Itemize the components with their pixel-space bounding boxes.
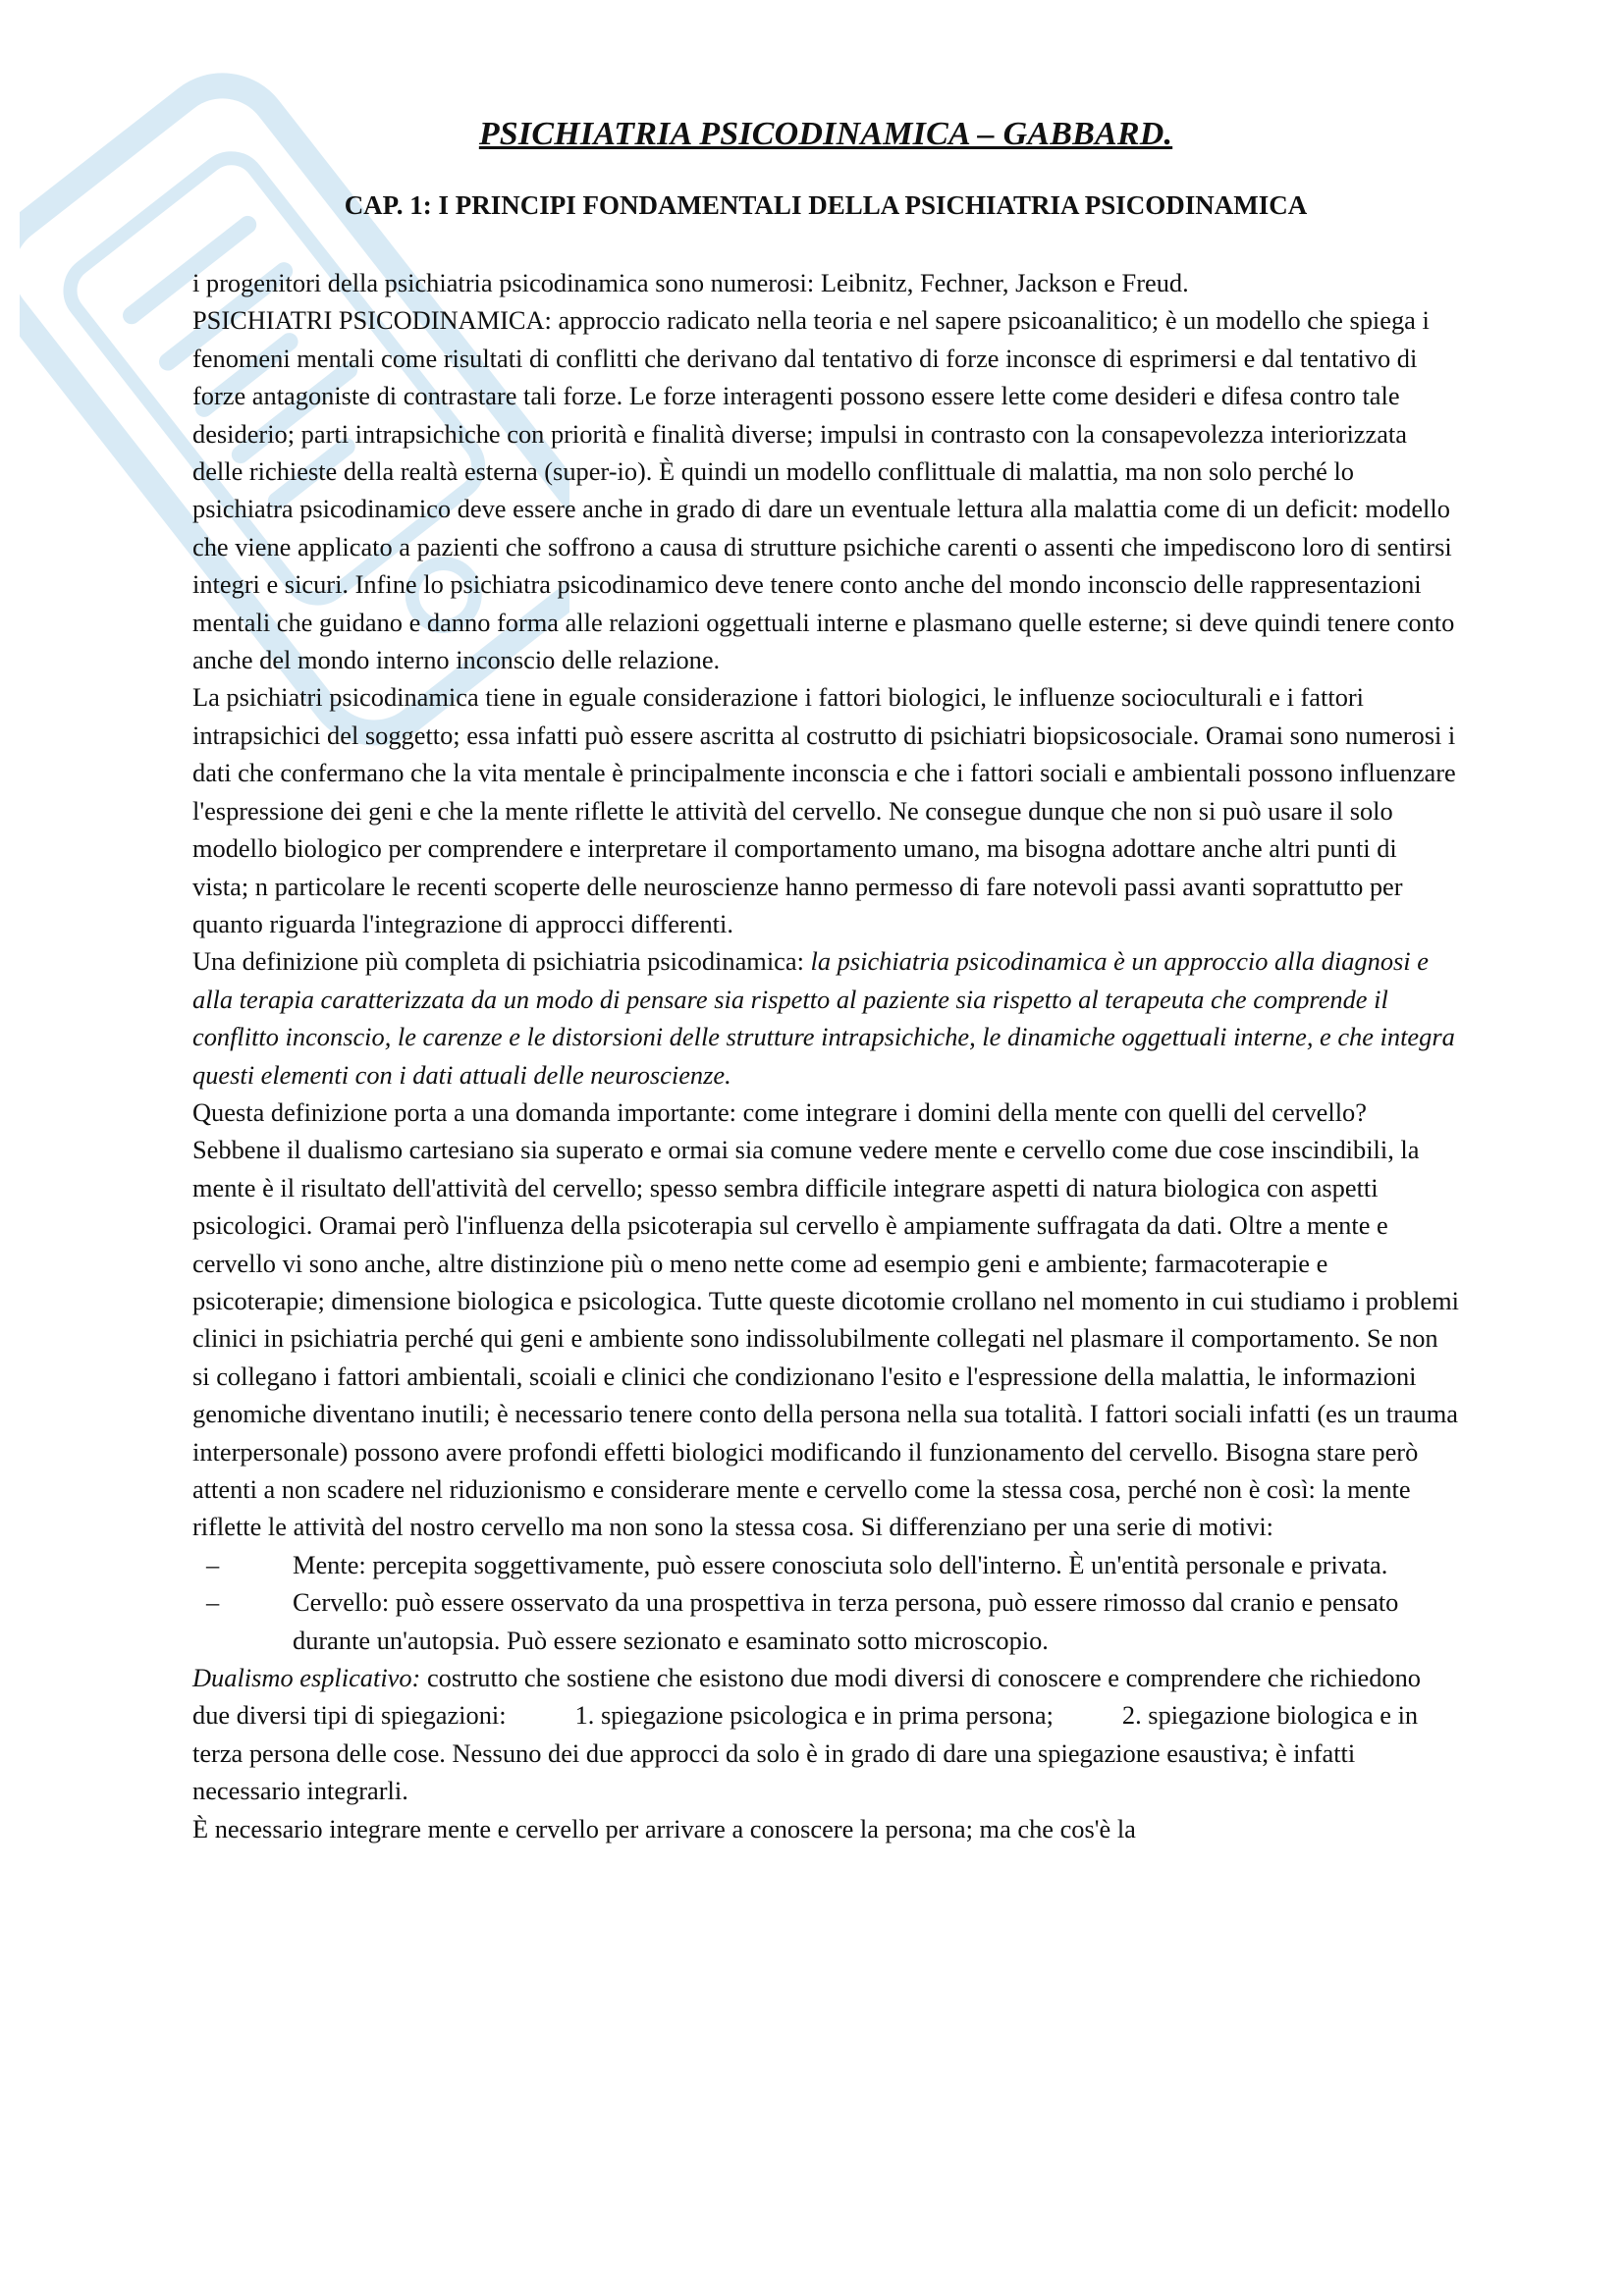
dash-bullet: – xyxy=(206,1549,220,1579)
dualism-item-2: 2. spiegazione biologica e in terza persona delle cose. xyxy=(192,1700,1419,1768)
list-item xyxy=(192,1583,1459,1659)
paragraph-mind-brain: Questa definizione porta a una domanda importante: come integrare i domini della mente con quelli del cervello? Sebbene il dualismo cartesiano sia superato e ormai sia comune vedere mente e cervello come due cose inscindibili, la mente è il risultato dell'attività del cervello; spesso sembra difficile integrare aspetti di natura biologica con aspetti psicologici. Oramai però l'influenza della psicoterapia sul cervello è ampiamente suffragata da dati. Oltre a mente e cervello vi sono anche, altre distinzione più o meno nette come ad esempio geni e ambiente; farmacoterapie e psicoterapie; dimensione biologica e psicologica. Tutte queste dicotomie crollano nel momento in cui studiamo i problemi clinici in psichiatria perché qui geni e ambiente sono indissolubilmente collegati nel plasmare il comportamento. Se non si collegano i fattori ambientali, scoiali e clinici che condizionano l'esito e l'espressione della malattia, le informazioni genomiche diventano inutili; è necessario tenere conto della persona nella sua totalità. I fattori sociali infatti (es un trauma interpersonale) possono avere profondi effetti biologici modificando il funzionamento del cervello. Bisogna stare però attenti a non scadere nel riduzionismo e considerare mente e cervello come la stessa cosa, perché non è così: la mente riflette le attività del nostro cervello ma non sono la stessa cosa. Si differenziano per una serie di motivi: xyxy=(192,1096,1459,1542)
definition-italic: la psichiatria psicodinamica è un approccio alla diagnosi e alla terapia caratterizzata da un modo di pensare sia rispetto al paziente sia rispetto al terapeuta che comprende il conflitto inconscio, le carenze e le distorsioni delle strutture intrapsichiche, le dinamiche oggettuali interne, e che integra questi elementi con i dati attuali delle neuroscienze. xyxy=(192,946,1455,1090)
dash-bullet: – xyxy=(206,1587,220,1618)
paragraph-dualism xyxy=(192,1659,1459,1810)
list-item xyxy=(192,1546,1459,1583)
chapter-heading: CAP. 1: I PRINCIPI FONDAMENTALI DELLA PSICHIATRIA PSICODINAMICA xyxy=(344,190,1308,220)
paragraph-last: È necessario integrare mente e cervello per arrivare a conoscere la persona; ma che cos'è la xyxy=(192,1813,1136,1843)
paragraph-definition-psychodynamic: PSICHIATRI PSICODINAMICA: approccio radicato nella teoria e nel sapere psicoanalitico; è un modello che spiega i fenomeni mentali come risultati di conflitti che derivano dal tentativo di forze inconsce di esprimersi e dal tentativo di forze antagoniste di contrastare tali forze. Le forze interagenti possono essere lette come desideri e difesa contro tale desiderio; parti intrapsichiche con priorità e finalità diverse; impulsi in contrasto con la consapevolezza interiorizzata delle richieste della realtà esterna (super-io). È quindi un modello conflittuale di malattia, ma non solo perché lo psichiatra psicodinamico deve essere anche in grado di dare un eventuale lettura alla malattia come di un deficit: modello che viene applicato a pazienti che soffrono a causa di strutture psichiche carenti o assenti che impediscono loro di sentirsi integri e sicuri. Infine lo psichiatra psicodinamico deve tenere conto anche del mondo inconscio delle rappresentazioni mentali che guidano e danno forma alle relazioni oggettuali interne e plasmano quelle esterne; si deve quindi tenere conto anche del mondo interno inconscio delle relazione. xyxy=(192,305,1455,675)
dualism-term: Dualismo esplicativo: xyxy=(192,1663,421,1693)
document-title: PSICHIATRIA PSICODINAMICA – GABBARD. xyxy=(478,116,1173,152)
dualism-item-1: 1. spiegazione psicologica e in prima persona; xyxy=(574,1700,1054,1731)
document-page xyxy=(192,116,1459,1847)
list-item-text: Mente: percepita soggettivamente, può essere conosciuta solo dell'interno. È un'entità personale e privata. xyxy=(293,1549,1388,1579)
definition-intro: Una definizione più completa di psichiatria psicodinamica: xyxy=(192,946,811,977)
dualism-text: costrutto che sostiene che esistono due modi diversi di conoscere e comprendere che richiedono due diversi tipi di spiegazioni: xyxy=(192,1663,1421,1731)
dualism-text-2: Nessuno dei due approcci da solo è in grado di dare una spiegazione esaustiva; è infatti necessario integrarli. xyxy=(192,1737,1356,1806)
paragraph-biopsychosocial: La psichiatri psicodinamica tiene in eguale considerazione i fattori biologici, le influenze socioculturali e i fattori intrapsichici del soggetto; essa infatti può essere ascritta al costrutto di psichiatri biopsicosociale. Oramai sono numerosi i dati che confermano che la vita mentale è principalmente inconscia e che i fattori sociali e ambientali possono influenzare l'espressione dei geni e che la mente riflette le attività del cervello. Ne consegue dunque che non si può usare il solo modello biologico per comprendere e interpretare il comportamento umano, ma bisogna adottare anche altri punti di vista; n particolare le recenti scoperte delle neuroscienze hanno permesso di fare notevoli passi avanti soprattutto per quanto riguarda l'integrazione di approcci differenti. xyxy=(192,682,1456,938)
document-body xyxy=(192,264,1459,1847)
list-item-text: Cervello: può essere osservato da una prospettiva in terza persona, può essere rimosso dal cranio e pensato durante un'autopsia. Può essere sezionato e esaminato sotto microscopio. xyxy=(293,1587,1399,1655)
differences-list xyxy=(192,1546,1459,1659)
paragraph-progenitors: i progenitori della psichiatria psicodinamica sono numerosi: Leibnitz, Fechner, Jackson e Freud. xyxy=(192,268,1189,297)
paragraph-complete-definition xyxy=(192,942,1459,1094)
